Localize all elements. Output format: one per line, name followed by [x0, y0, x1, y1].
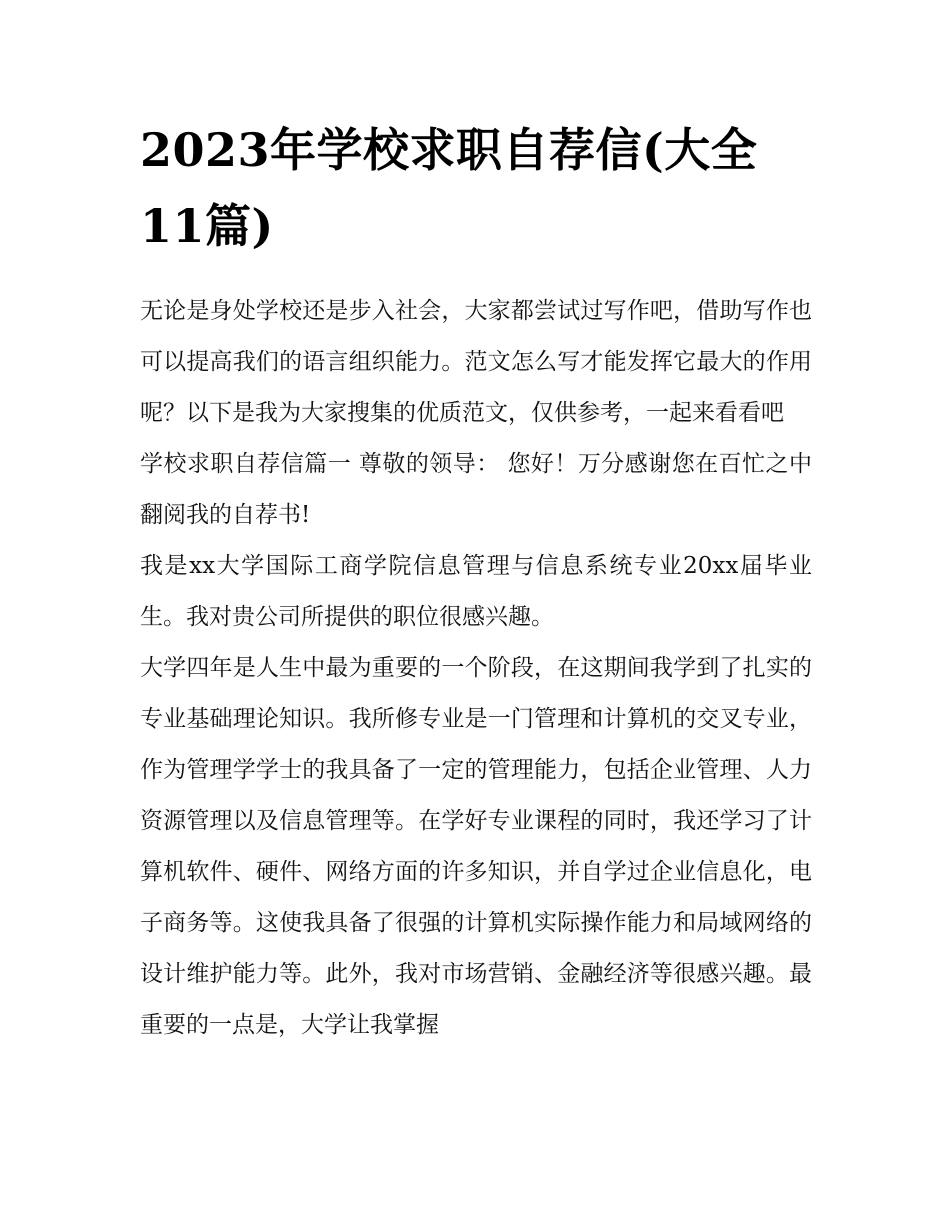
self-introduction-paragraph: 我是xx大学国际工商学院信息管理与信息系统专业20xx届毕业生。我对贵公司所提供的职位很感兴趣。: [140, 553, 812, 630]
document-body: [140, 112, 812, 1051]
intro-paragraph: 无论是身处学校还是步入社会，大家都尝试过写作吧，借助写作也可以提高我们的语言组织能力。范文怎么写才能发挥它最大的作用呢？以下是我为大家搜集的优质范文，仅供参考，一起来看看吧: [140, 298, 812, 426]
education-paragraph: 大学四年是人生中最为重要的一个阶段，在这期间我学到了扎实的专业基础理论知识。我所修专业是一门管理和计算机的交叉专业，作为管理学学士的我具备了一定的管理能力，包括企业管理、人力资源管理以及信息管理等。在学好专业课程的同时，我还学习了计算机软件、硬件、网络方面的许多知识，并自学过企业信息化，电子商务等。这使我具备了很强的计算机实际操作能力和局域网络的设计维护能力等。此外，我对市场营销、金融经济等很感兴趣。最重要的一点是，大学让我掌握: [140, 655, 812, 1038]
salutation-paragraph: 学校求职自荐信篇一 尊敬的领导： 您好！万分感谢您在百忙之中翻阅我的自荐书!: [140, 451, 812, 528]
document-title: 2023年学校求职自荐信(大全11篇): [140, 123, 758, 253]
